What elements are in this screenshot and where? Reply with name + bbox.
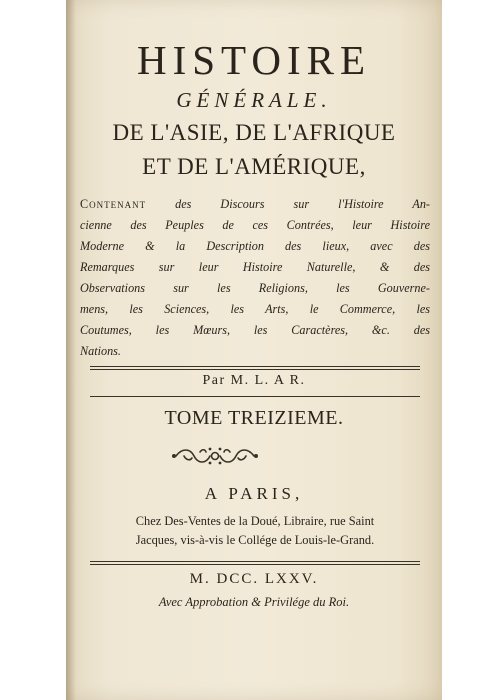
title-asie-afrique: DE L'ASIE, DE L'AFRIQUE xyxy=(112,120,396,145)
approbation-line: Avec Approbation & Privilége du Roi. xyxy=(158,595,350,609)
description-line: cienne des Peuples de ces Contrées, leur Histoire xyxy=(80,218,430,232)
rule-above-author xyxy=(90,366,420,370)
tome-number: TOME TREIZIEME. xyxy=(164,407,344,429)
rule-above-date xyxy=(90,561,420,565)
description-line: Coutumes, les Mœurs, les Caractères, &c. des xyxy=(80,323,430,337)
printer-info xyxy=(78,512,432,550)
title-generale: GÉNÉRALE. xyxy=(176,88,332,112)
description-line: Observations sur les Religions, les Gouverne- xyxy=(80,281,430,295)
author-line: Par M. L. A R. xyxy=(202,373,306,388)
title-amerique: ET DE L'AMÉRIQUE, xyxy=(142,154,366,179)
description-line: Contenant des Discours sur l'Histoire An- xyxy=(80,197,430,211)
imprint-place: A PARIS, xyxy=(204,484,304,503)
printer-line-2: Jacques, vis-à-vis le Collége de Louis-le-Grand. xyxy=(135,533,375,547)
description-paragraph xyxy=(80,194,430,362)
title-histoire: HISTOIRE xyxy=(136,37,372,83)
imprint-date: M. DCC. LXXV. xyxy=(189,571,319,587)
rule-below-author xyxy=(90,396,420,397)
printer-line-1: Chez Des-Ventes de la Doué, Libraire, rue Saint xyxy=(135,514,375,528)
description-line: mens, les Sciences, les Arts, le Commerce, les xyxy=(80,302,430,316)
description-lead: Contenant xyxy=(80,197,147,211)
description-line: Remarques sur leur Histoire Naturelle, & des xyxy=(80,260,430,274)
fleuron-ornament-icon xyxy=(170,444,260,468)
description-line: Moderne & la Description des lieux, avec des xyxy=(80,239,430,253)
description-line: Nations. xyxy=(80,344,121,358)
